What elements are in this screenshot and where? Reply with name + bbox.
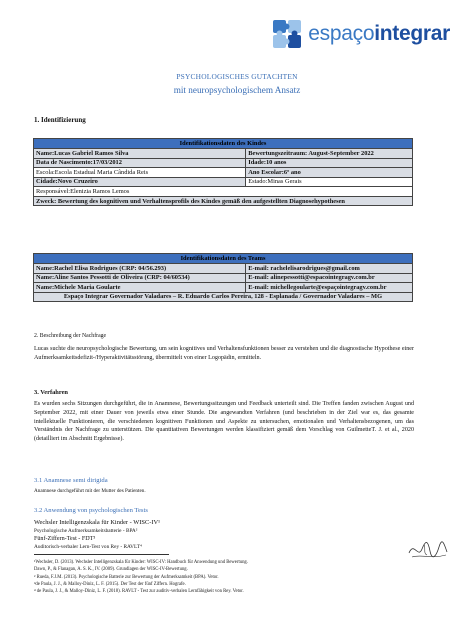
team-member-name: Name:Michele Maria Goularte	[34, 283, 246, 293]
section-3-1-text: Anamnese durchgeführt mit der Mutter des Patienten.	[34, 488, 146, 494]
footnote: Dawn, P., & Flanagan, A. S. K., IV. (2009). Grundlagen der WISC-IV-Bewertung.	[34, 567, 188, 573]
child-table-header: Identifikationsdaten des Kindes	[34, 139, 413, 149]
footnote: ¹Wechsler, D. (2013). Wechsler Intelligenzskala für Kinder: WISC-IV: Handbuch für Anwendung und Bewertung.	[34, 560, 248, 565]
footnotes	[34, 559, 404, 595]
team-table-header: Identifikationsdaten des Teams	[34, 254, 413, 264]
team-member-name: Name:Rachel Elisa Rodrigues (CRP: 04/56.293)	[34, 264, 246, 274]
footnote: ⁴ de Paula, J. J., & Malloy-Diniz, L. F. (2018). RAVLT - Test zur auditiv-verbalen Lernfähigkeit von Rey. Vetor.	[34, 589, 244, 595]
logo-text-light: espaço	[308, 22, 375, 45]
section-3-text: Es wurden sechs Sitzungen durchgeführt, die in Anamnese, Bewertungssitzungen und Feedback unterteilt sind. Die Treffen fanden zwischen August und September 2022, mit einer Dauer von jeweils etwa einer Stunde. Die angewandten Verfahren (und beschrieben in der Ziel war es, das gesamte intellektuelle Funktionieren, die verschiedenen kognitiven Funktionen und Aspekte zu untersuchen, emotionalen und Verhaltensbezogenen, um das Verständnis der Nachfrage zu unterstützen. Die quantitativen Bewertungen werden klassifiziert gemäß dem Vorschlag von GuilmetteT. J. et al., 2020 (detailliert im Abschnitt Ergebnisse).	[34, 401, 414, 443]
email-text: E-mail: alinepessotti@espacointegragv.com.br	[248, 274, 375, 282]
email-text: E-mail: rachelelisarodrigues@gmail.com	[248, 264, 360, 272]
child-guardian: Responsável:Elenizia Ramos Lemos	[34, 187, 413, 197]
footnote-divider	[34, 554, 169, 555]
test-item: Fünf-Ziffern-Test - FDT³	[34, 536, 96, 543]
team-member-email	[246, 273, 413, 283]
child-city: Cidade:Novo Cruzeiro	[34, 177, 246, 187]
evaluation-period: Bewertungszeitraum: August-September 2022	[246, 149, 413, 159]
test-item: Psychologische Aufmerksamkeitsbatterie - BPA²	[34, 527, 138, 534]
section-2-heading: 2. Beschreibung der Nachfrage	[34, 333, 107, 339]
document-title: PSYCHOLOGISCHES GUTACHTEN	[176, 72, 298, 81]
section-3-heading: 3. Verfahren	[34, 389, 68, 396]
team-member-name: Name:Aline Santos Pessotti de Oliveira (CRP: 04/60534)	[34, 273, 246, 283]
footnote: ² Rueda, F.J.M. (2013). Psychologische Batterie zur Bewertung der Aufmerksamkeit (BPA). Vetor.	[34, 574, 219, 580]
child-birth-date: Data de Nascimento:17/03/2012	[34, 158, 246, 168]
team-identification-table	[33, 253, 413, 302]
section-1-heading: 1. Identifizierung	[34, 116, 86, 124]
handwritten-signature	[406, 537, 450, 563]
test-item: Auditorisch-verbaler Lern-Test von Rey - RAVLT⁴	[34, 543, 142, 550]
section-2-text: Lucas suchte die neuropsychologische Bewertung, um sein kognitives und Verhaltensfunktionen besser zu verstehen und die diagnostische Hypothese einer Aufmerksamkeitsdefizit-/Hyperaktivitätsstörung, übermittelt von einer Logopädin, ermitteln.	[34, 346, 414, 361]
child-school: Escola:Escola Estadual Maria Cândida Reis	[34, 168, 246, 178]
child-grade: Ano Escolar:6º ano	[246, 168, 413, 178]
test-item: Wechsler Intelligenzskala für Kinder - WISC-IV¹	[34, 519, 161, 526]
footnote: ³de Paula, J. J., & Malloy-Diniz, L. F. (2015). Der Test der fünf Ziffern. Hografe.	[34, 581, 186, 587]
test-list	[34, 519, 160, 551]
document-subtitle: mit neuropsychologischem Ansatz	[173, 85, 301, 95]
puzzle-logo-icon	[270, 17, 304, 51]
child-name: Name:Lucas Gabriel Ramos Silva	[34, 149, 246, 159]
child-state: Estado:Minas Gerais	[246, 177, 413, 187]
child-identification-table	[33, 138, 413, 206]
company-logo	[270, 14, 450, 54]
logo-text-bold: integrar	[374, 22, 450, 45]
team-member-email	[246, 264, 413, 274]
child-age: Idade:10 anos	[246, 158, 413, 168]
section-3-2-heading: 3.2 Anwendung von psychologischen Tests	[34, 507, 148, 514]
email-text: E-mail: michellegoularte@espaçointegragv.com.br	[248, 283, 387, 291]
evaluation-purpose: Zweck: Bewertung des kognitiven und Verhaltensprofils des Kindes gemäß den aufgestellten Diagnosehypothesen	[34, 196, 413, 206]
clinic-address: Espaço Integrar Governador Valadares – R. Eduardo Carlos Pereira, 128 - Esplanada / Governador Valadares – MG	[34, 292, 413, 302]
team-member-email	[246, 283, 413, 293]
section-3-1-heading: 3.1 Anamnese semi dirigida	[34, 477, 108, 484]
